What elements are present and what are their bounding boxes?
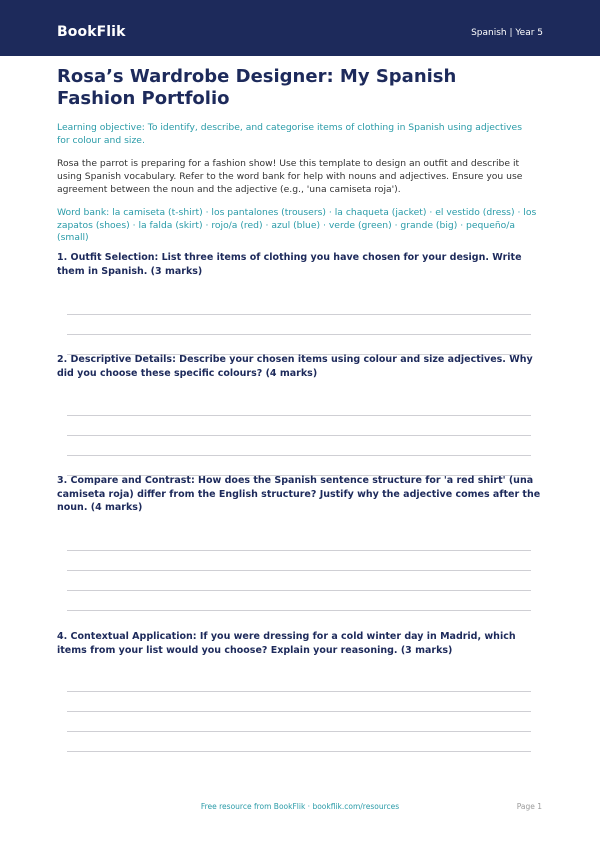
footer-text: Free resource from BookFlik · bookflik.com/resources — [200, 802, 400, 811]
question-1: 1. Outfit Selection: List three items of clothing you have chosen for your design. Write them in Spanish. (3 marks) — [57, 252, 522, 277]
word-bank: Word bank: la camiseta (t-shirt) · los pantalones (trousers) · la chaqueta (jacket) · el vestido (dress) · los zapatos (shoes) · la falda (skirt) · rojo/a (red) · azul (blue) · verde (green) · grande (big) · pequeño/a (small) — [57, 207, 537, 243]
page-number: Page 1 — [516, 802, 542, 811]
answer-line[interactable] — [67, 691, 531, 692]
answer-line[interactable] — [67, 590, 531, 591]
subject-level: Spanish | Year 5 — [471, 28, 543, 38]
answer-line[interactable] — [67, 570, 531, 571]
answer-line[interactable] — [67, 550, 531, 551]
answer-line[interactable] — [67, 751, 531, 752]
answer-line[interactable] — [67, 731, 531, 732]
answer-line[interactable] — [67, 455, 531, 456]
answer-line[interactable] — [67, 610, 531, 611]
learning-objective: Learning objective: To identify, describe, and categorise items of clothing in Spanish using adjectives for colour and size. — [57, 122, 522, 146]
answer-line[interactable] — [67, 711, 531, 712]
question-4: 4. Contextual Application: If you were dressing for a cold winter day in Madrid, which items from your list would you choose? Explain your reasoning. (3 marks) — [57, 631, 516, 656]
brand-logo: BookFlik — [57, 24, 126, 40]
header-bar — [0, 0, 600, 56]
answer-line[interactable] — [67, 314, 531, 315]
question-3: 3. Compare and Contrast: How does the Spanish sentence structure for 'a red shirt' (una camiseta roja) differ from the English structure? Justify why the adjective comes after the noun. (4 marks) — [57, 475, 541, 513]
page-title: Rosa’s Wardrobe Designer: My Spanish Fashion Portfolio — [57, 66, 457, 109]
intro-text: Rosa the parrot is preparing for a fashion show! Use this template to design an outfit and describe it using Spanish vocabulary. Refer to the word bank for help with nouns and adjectives. Ensure you use agreement between the noun and the adjective (e.g., 'una camiseta roja'). — [57, 158, 523, 195]
answer-line[interactable] — [67, 334, 531, 335]
answer-line[interactable] — [67, 435, 531, 436]
question-2: 2. Descriptive Details: Describe your chosen items using colour and size adjectives. Why did you choose these specific colours? (4 marks) — [57, 354, 533, 379]
answer-line[interactable] — [67, 415, 531, 416]
